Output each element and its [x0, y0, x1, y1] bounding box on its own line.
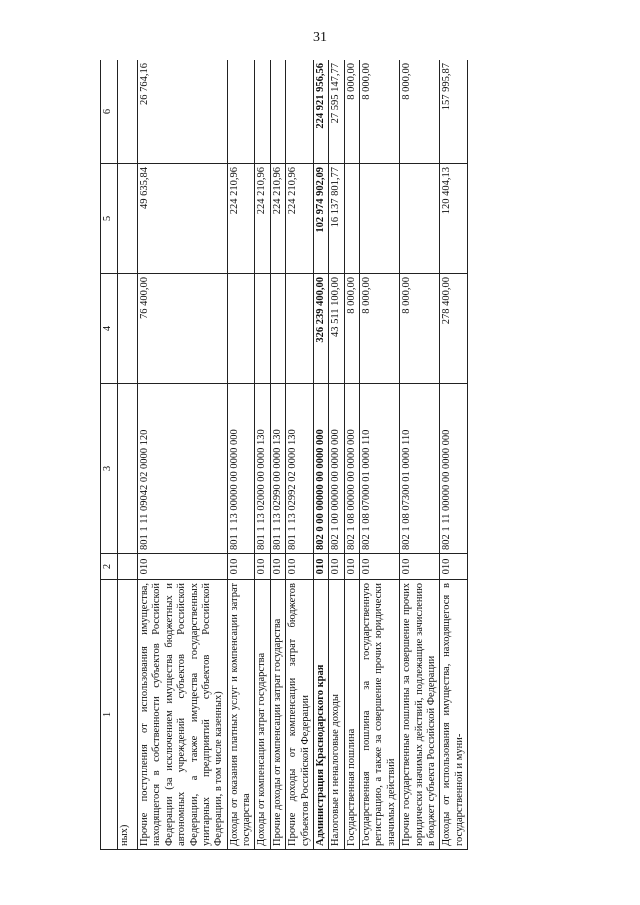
row-col6-value: 8 000,00: [360, 60, 400, 164]
row-name: ных): [118, 580, 138, 850]
table-row: [270, 60, 285, 850]
row-col5-value: 102 974 902,09: [313, 164, 328, 274]
row-col6-value: 157 995,87: [440, 60, 468, 164]
row-col5-value: [118, 164, 138, 274]
table-row: [255, 60, 270, 850]
row-col4-value: 278 400,00: [440, 274, 468, 384]
row-name: Прочие поступления от использования имущества, находящегося в собственности субъектов Российской Федерации (за исключением имущества бюджетных и автономных учреждений субъектов Российской Федерации, а также имущества государственных унитарных предприятий субъектов Российской Федерации, в том числе казенных): [138, 580, 228, 850]
row-name: Доходы от компенсации затрат государства: [255, 580, 270, 850]
row-line-code: 010: [227, 554, 255, 580]
row-col4-value: [118, 274, 138, 384]
page-number: 31: [313, 30, 327, 45]
table-row: [400, 60, 440, 850]
table-row: [286, 60, 314, 850]
row-line-code: [118, 554, 138, 580]
table-row: [313, 60, 328, 850]
row-budget-code: 801 1 13 00000 00 0000 000: [227, 384, 255, 554]
row-budget-code: 802 1 11 00000 00 0000 000: [440, 384, 468, 554]
row-line-code: 010: [270, 554, 285, 580]
header-col-2: 2: [101, 554, 118, 580]
row-col6-value: [227, 60, 255, 164]
row-budget-code: 802 1 00 00000 00 0000 000: [329, 384, 344, 554]
row-col5-value: 224 210,96: [255, 164, 270, 274]
row-col5-value: 120 404,13: [440, 164, 468, 274]
row-col5-value: 16 137 801,77: [329, 164, 344, 274]
table-row: [360, 60, 400, 850]
row-col4-value: 43 511 100,00: [329, 274, 344, 384]
row-col5-value: [400, 164, 440, 274]
row-line-code: 010: [138, 554, 228, 580]
header-col-3: 3: [101, 384, 118, 554]
row-budget-code: 801 1 11 09042 02 0000 120: [138, 384, 228, 554]
row-line-code: 010: [400, 554, 440, 580]
table-row: [329, 60, 344, 850]
row-name: Государственная пошлина: [344, 580, 359, 850]
row-col4-value: 8 000,00: [400, 274, 440, 384]
row-col5-value: [344, 164, 359, 274]
row-col4-value: [227, 274, 255, 384]
header-col-6: 6: [101, 60, 118, 164]
row-col6-value: [118, 60, 138, 164]
table-row: [440, 60, 468, 850]
header-col-1: 1: [101, 580, 118, 850]
row-budget-code: 802 1 08 07300 01 0000 110: [400, 384, 440, 554]
row-line-code: 010: [255, 554, 270, 580]
row-line-code: 010: [344, 554, 359, 580]
row-col4-value: 76 400,00: [138, 274, 228, 384]
row-col5-value: 224 210,96: [270, 164, 285, 274]
row-col6-value: 8 000,00: [400, 60, 440, 164]
row-budget-code: 801 1 13 02000 00 0000 130: [255, 384, 270, 554]
table-row: [138, 60, 228, 850]
header-row: [101, 60, 118, 850]
row-budget-code: 801 1 13 02990 00 0000 130: [270, 384, 285, 554]
row-budget-code: 802 1 08 07000 01 0000 110: [360, 384, 400, 554]
row-budget-code: 802 1 08 00000 00 0000 000: [344, 384, 359, 554]
row-col4-value: [270, 274, 285, 384]
row-col6-value: 26 764,16: [138, 60, 228, 164]
row-budget-code: [118, 384, 138, 554]
row-name: Прочие доходы от компенсации затрат государства: [270, 580, 285, 850]
row-line-code: 010: [286, 554, 314, 580]
row-budget-code: 801 1 13 02992 02 0000 130: [286, 384, 314, 554]
row-name: Государственная пошлина за государственную регистрацию, а также за совершение прочих юридически значимых действий: [360, 580, 400, 850]
table-row: [344, 60, 359, 850]
row-name: Доходы от использования имущества, находящегося в государственной и муни-: [440, 580, 468, 850]
row-line-code: 010: [440, 554, 468, 580]
row-col4-value: 8 000,00: [360, 274, 400, 384]
header-col-5: 5: [101, 164, 118, 274]
row-budget-code: 802 0 00 00000 00 0000 000: [313, 384, 328, 554]
row-name: Прочие государственные пошлины за совершение прочих юридически значимых действий, подлежащие зачислению в бюджет субъекта Российской Федерации: [400, 580, 440, 850]
table-viewport: [100, 60, 620, 850]
row-col4-value: [286, 274, 314, 384]
row-col6-value: [286, 60, 314, 164]
rotated-table-container: [100, 60, 620, 850]
header-col-4: 4: [101, 274, 118, 384]
row-name: Налоговые и неналоговые доходы: [329, 580, 344, 850]
row-col4-value: 326 239 400,00: [313, 274, 328, 384]
table-row: [118, 60, 138, 850]
row-col6-value: [270, 60, 285, 164]
row-line-code: 010: [313, 554, 328, 580]
row-col6-value: [255, 60, 270, 164]
row-col5-value: 224 210,96: [286, 164, 314, 274]
row-col4-value: 8 000,00: [344, 274, 359, 384]
row-col6-value: 27 595 147,77: [329, 60, 344, 164]
row-line-code: 010: [329, 554, 344, 580]
row-col4-value: [255, 274, 270, 384]
row-name: Доходы от оказания платных услуг и компенсации затрат государства: [227, 580, 255, 850]
row-name: Прочие доходы от компенсации затрат бюджетов субъектов Российской Федерации: [286, 580, 314, 850]
row-line-code: 010: [360, 554, 400, 580]
row-name: Администрация Краснодарского края: [313, 580, 328, 850]
row-col5-value: 224 210,96: [227, 164, 255, 274]
row-col6-value: 224 921 956,56: [313, 60, 328, 164]
table-row: [227, 60, 255, 850]
income-table: [100, 60, 468, 850]
row-col5-value: 49 635,84: [138, 164, 228, 274]
row-col5-value: [360, 164, 400, 274]
row-col6-value: 8 000,00: [344, 60, 359, 164]
